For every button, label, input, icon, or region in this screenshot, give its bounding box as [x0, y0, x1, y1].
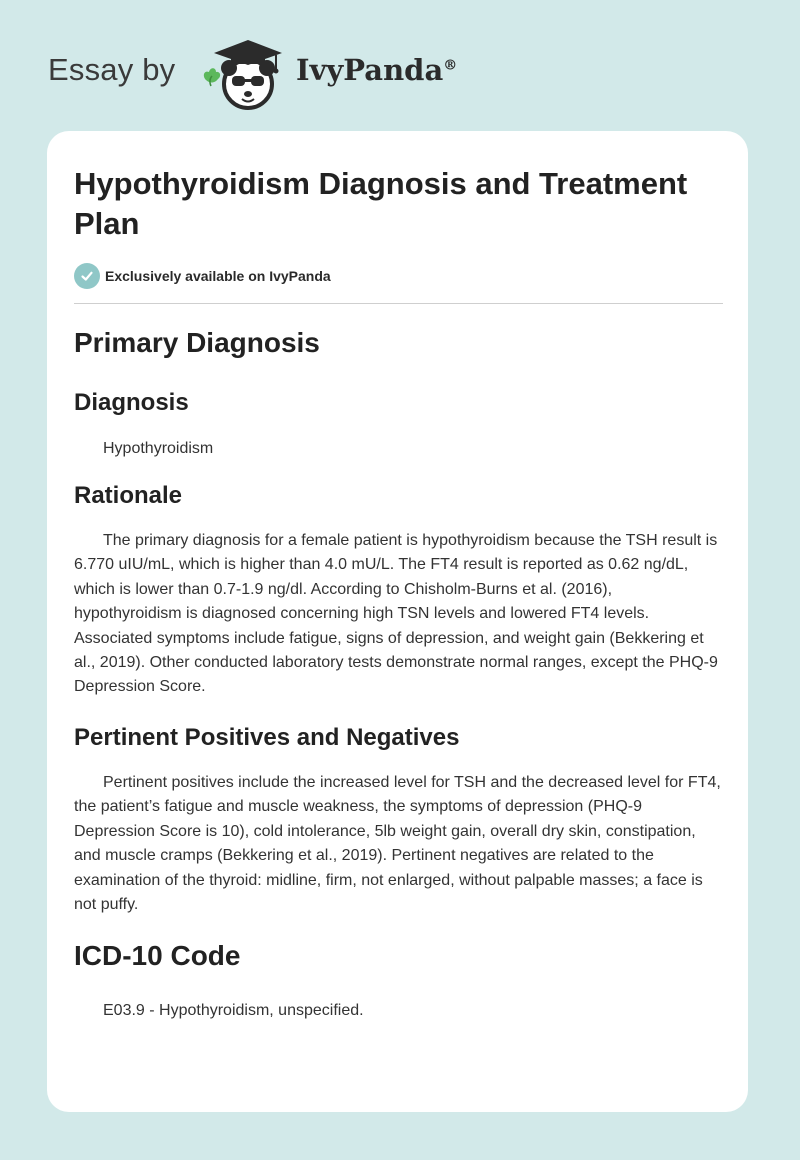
subheading-diagnosis: Diagnosis	[74, 389, 189, 416]
registered-mark: ®	[443, 57, 458, 74]
brand-prefix: Essay by	[48, 52, 176, 87]
site-header	[0, 0, 800, 130]
diagnosis-text: Hypothyroidism	[103, 440, 214, 457]
subheading-pertinent: Pertinent Positives and Negatives	[74, 724, 460, 751]
divider	[74, 303, 723, 304]
section-heading-icd10: ICD-10 Code	[74, 940, 241, 971]
panda-graduation-cap-logo-icon[interactable]	[198, 36, 294, 110]
badge-text: Exclusively available on IvyPanda	[105, 268, 331, 284]
page-title: Hypothyroidism Diagnosis and Treatment Plan	[74, 166, 688, 241]
subheading-rationale: Rationale	[74, 482, 183, 509]
exclusive-badge	[74, 263, 331, 289]
article-card	[47, 131, 748, 1112]
section-heading-primary-diagnosis: Primary Diagnosis	[74, 327, 320, 358]
pertinent-text: Pertinent positives include the increased level for TSH and the decreased level for FT4, the patient’s fatigue and muscle weakness, the symptoms of depression (PHQ-9 Depression Score is 10), cold intolerance, 5lb weight gain, overall dry skin, constipation, and muscle cramps (Bekkering et al., 2019). Pertinent negatives are related to the examination of the thyroid: midline, firm, not enlarged, without palpable masses; a face is not puffy.	[74, 774, 721, 914]
check-circle-icon	[74, 263, 100, 289]
rationale-text: The primary diagnosis for a female patient is hypothyroidism because the TSH result is 6.770 uIU/mL, which is higher than 4.0 mU/L. The FT4 result is reported as 0.62 ng/dL, which is lower than 0.7-1.9 ng/dl. According to Chisholm-Burns et al. (2016), hypothyroidism is diagnosed concerning high TSN levels and lowered FT4 levels. Associated symptoms include fatigue, signs of depression, and weight gain (Bekkering et al., 2019). Other conducted laboratory tests demonstrate normal ranges, except the PHQ-9 Depression Score.	[74, 532, 718, 696]
brand-name[interactable]	[296, 53, 457, 87]
icd10-text: E03.9 - Hypothyroidism, unspecified.	[103, 1002, 364, 1019]
brand-name-text: IvyPanda	[296, 53, 444, 87]
